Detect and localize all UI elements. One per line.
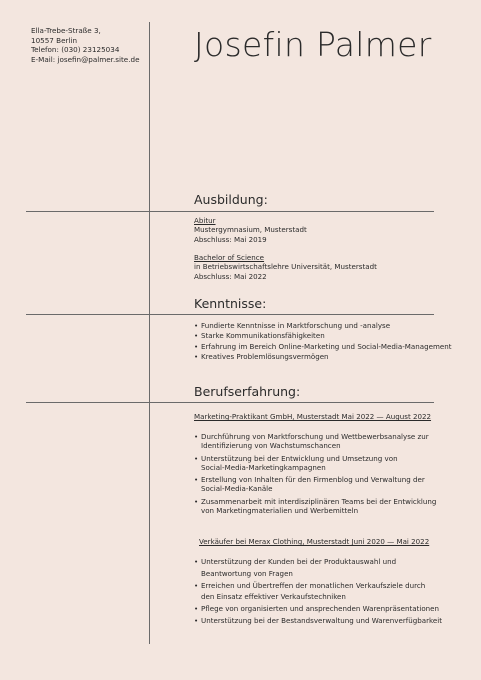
job-bullet-line: • Erstellung von Inhalten für den Firmenblog und Verwaltung der [201, 475, 425, 485]
job-bullet: • Unterstützung bei der Bestandsverwaltung und Warenverfügbarkeit [194, 615, 442, 627]
education-item [194, 216, 307, 244]
job-bullet-line: von Marketingmaterialien und Werbemitteln [201, 506, 359, 516]
job-bullets [194, 432, 436, 518]
job-bullet-line: Social-Media-Kanäle [201, 484, 273, 494]
job-bullet: • Erreichen und Übertreffen der monatlichen Verkaufsziele durch [194, 580, 442, 592]
job-bullet [194, 454, 436, 473]
job-heading: Verkäufer bei Merax Clothing, Musterstadt Juni 2020 — Mai 2022 [199, 537, 430, 546]
contact-phone: Telefon: (030) 23125034 [31, 45, 120, 55]
job-bullet-continuation: Beantwortung von Fragen [201, 568, 293, 578]
education-degree: Bachelor of Science [194, 253, 265, 262]
job-bullet-line: • Zusammenarbeit mit interdisziplinären Teams bei der Entwicklung [201, 496, 437, 506]
skill-item: • Kreatives Problemlösungsvermögen [194, 352, 452, 362]
contact-street: Ella-Trebe-Straße 3, [31, 26, 101, 35]
job-bullet: • Unterstützung der Kunden bei der Produktauswahl und [194, 556, 442, 568]
education-degree: Abitur [194, 216, 216, 225]
skill-item: • Starke Kommunikationsfähigkeiten [194, 331, 452, 341]
section-divider-education [26, 211, 434, 212]
person-name: Josefin Palmer [194, 25, 432, 64]
section-divider-skills [26, 314, 434, 315]
job-bullets [194, 556, 442, 627]
education-title: Ausbildung: [194, 192, 268, 207]
skills-title: Kenntnisse: [194, 296, 267, 311]
contact-email: E-Mail: josefin@palmer.site.de [31, 54, 140, 64]
contact-city: 10557 Berlin [31, 35, 78, 45]
experience-title: Berufserfahrung: [194, 384, 301, 399]
job-bullet-line: • Unterstützung bei der Entwicklung und Umsetzung von [201, 453, 398, 463]
education-date: Abschluss: Mai 2019 [194, 234, 267, 244]
job-bullet [194, 497, 436, 516]
job-bullet-line: Social-Media-Marketingkampagnen [201, 462, 326, 472]
education-item [194, 253, 377, 281]
job-bullet [194, 432, 436, 451]
job-bullet-continuation: den Einsatz effektiver Verkaufstechniken [201, 592, 346, 602]
contact-block [31, 26, 140, 64]
education-date: Abschluss: Mai 2022 [194, 271, 267, 281]
job-bullet [194, 475, 436, 494]
job-heading: Marketing-Praktikant GmbH, Musterstadt Mai 2022 — August 2022 [194, 412, 432, 421]
section-divider-experience [26, 402, 434, 403]
job-bullet-line: • Durchführung von Marktforschung und Wettbewerbsanalyse zur [201, 432, 429, 441]
skill-item: • Erfahrung im Bereich Online-Marketing und Social-Media-Management [194, 342, 452, 352]
vertical-divider [149, 22, 150, 644]
job-bullet-line: Identifizierung von Wachstumschancen [201, 441, 341, 451]
education-place: in Betriebswirtschaftslehre Universität, Musterstadt [194, 262, 377, 272]
education-place: Mustergymnasium, Musterstadt [194, 225, 307, 235]
skill-item: • Fundierte Kenntnisse in Marktforschung und -analyse [194, 321, 452, 331]
skills-list [194, 321, 452, 362]
job-bullet: • Pflege von organisierten und ansprechenden Warenpräsentationen [194, 603, 442, 615]
